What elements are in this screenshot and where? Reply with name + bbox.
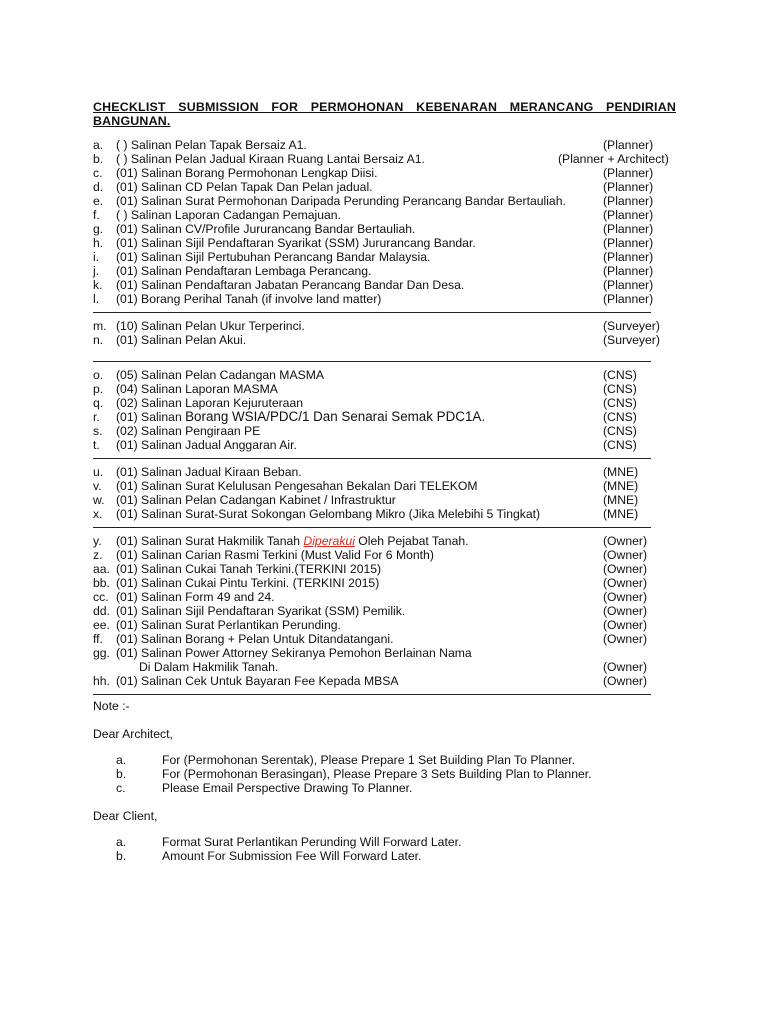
item-label: g. [93,222,104,236]
item-text: (01) Salinan Sijil Pendaftaran Syarikat (SSM) Jururancang Bandar. [116,236,476,250]
item-role: (CNS) [603,424,637,438]
item-label: s. [93,424,103,438]
item-text: (01) Salinan Surat-Surat Sokongan Gelombang Mikro (Jika Melebihi 5 Tingkat) [116,507,541,521]
item-role: (Owner) [603,674,648,688]
item-label: cc. [93,590,109,604]
item-text: (01) Borang Perihal Tanah (if involve land matter) [116,292,382,306]
mne-group [93,465,676,521]
item-role: (MNE) [603,507,639,521]
item-text: (01) Salinan Surat Kelulusan Pengesahan Bekalan Dari TELEKOM [116,479,478,493]
checklist-document [93,100,676,863]
item-label-empty [93,660,116,674]
highlighted-word: Diperakui [303,534,355,548]
item-role: (Owner) [603,590,648,604]
owner-group [93,534,676,688]
item-label: q. [93,396,104,410]
note-item-text: Please Email Perspective Drawing To Planner. [162,781,413,795]
item-text: (10) Salinan Pelan Ukur Terperinci. [116,319,305,333]
item-role: (Owner) [603,604,648,618]
item-label: w. [93,493,105,507]
item-label: i. [93,250,100,264]
note-item-text: Amount For Submission Fee Will Forward Later. [162,849,422,863]
note-item-text: For (Permohonan Serentak), Please Prepare 1 Set Building Plan To Planner. [162,753,576,767]
item-label: y. [93,534,102,548]
checklist-row [93,236,676,250]
item-role: (MNE) [603,465,639,479]
item-text: (01) Salinan Carian Rasmi Terkini (Must Valid For 6 Month) [116,548,434,562]
note-item-label: b. [116,849,127,863]
checklist-row [93,396,676,410]
note-heading: Note :- [93,699,130,713]
checklist-row [93,632,676,646]
item-role: (Planner) [603,222,654,236]
item-role: (MNE) [603,493,639,507]
checklist-row [93,138,676,152]
item-label: f. [93,208,100,222]
item-label: m. [93,319,107,333]
note-item-text: Format Surat Perlantikan Perunding Will Forward Later. [162,835,462,849]
note-item-label: a. [116,835,127,849]
item-text: (01) Salinan Form 49 and 24. [116,590,275,604]
item-text: (01) Salinan Jadual Anggaran Air. [116,438,297,452]
item-text-suffix: Oleh Pejabat Tanah. [354,534,469,548]
checklist-row [93,424,676,438]
item-role: (Owner) [603,576,648,590]
item-text: (01) Salinan Pendaftaran Lembaga Perancang. [116,264,372,278]
item-text: (01) Salinan Surat Perlantikan Perunding. [116,618,341,632]
checklist-row [93,438,676,452]
item-role: (CNS) [603,368,637,382]
item-text: (05) Salinan Pelan Cadangan MASMA [116,368,324,382]
note-item-label: a. [116,753,127,767]
item-label: k. [93,278,103,292]
item-label: c. [93,166,103,180]
checklist-row [93,194,676,208]
item-role: (CNS) [603,396,637,410]
checklist-row [93,292,676,306]
item-label: r. [93,410,100,424]
item-role: (Planner) [603,138,654,152]
item-label: ee. [93,618,110,632]
checklist-row [93,646,676,660]
planner-group [93,138,676,306]
item-role: (Owner) [603,632,648,646]
checklist-row [93,576,676,590]
item-label: z. [93,548,103,562]
item-text: (02) Salinan Pengiraan PE [116,424,261,438]
checklist-row [93,548,676,562]
item-role: (Owner) [603,618,648,632]
item-label: e. [93,194,104,208]
note-item-label: b. [116,767,127,781]
checklist-row [93,250,676,264]
item-text: (01) Salinan Sijil Pertubuhan Perancang Bandar Malaysia. [116,250,431,264]
item-label: p. [93,382,104,396]
checklist-row [93,674,676,688]
item-role: (Surveyer) [603,319,660,333]
item-label: ff. [93,632,103,646]
item-label: aa. [93,562,110,576]
item-text: (01) Salinan Pelan Akui. [116,333,247,347]
checklist-row [93,410,676,424]
note-item [93,753,676,767]
note-item [93,849,676,863]
item-role: (CNS) [603,438,637,452]
item-text: (01) Salinan CD Pelan Tapak Dan Pelan jadual. [116,180,373,194]
item-role: (Planner) [603,292,654,306]
item-role: (Planner) [603,236,654,250]
client-greeting: Dear Client, [93,809,158,823]
item-role: (Surveyer) [603,333,660,347]
item-text [116,410,603,424]
item-label: x. [93,507,103,521]
item-label: dd. [93,604,110,618]
item-text: (01) Salinan Borang + Pelan Untuk Ditandatangani. [116,632,394,646]
item-role: (Owner) [603,562,648,576]
cns-group [93,368,676,452]
item-label: u. [93,465,104,479]
divider [93,694,651,695]
item-label: gg. [93,646,110,660]
surveyor-group [93,319,676,347]
checklist-row [93,208,676,222]
item-text: (01) Salinan Jadual Kiraan Beban. [116,465,302,479]
note-item [93,781,676,795]
item-text: (01) Salinan Sijil Pendaftaran Syarikat (SSM) Pemilik. [116,604,406,618]
checklist-row-continuation [93,660,676,674]
document-title: CHECKLIST SUBMISSION FOR PERMOHONAN KEBENARAN MERANCANG PENDIRIAN BANGUNAN. [93,100,676,128]
item-label: h. [93,236,104,250]
item-role: (Planner) [603,264,654,278]
item-text: Di Dalam Hakmilik Tanah. [139,660,279,674]
item-text: ( ) Salinan Laporan Cadangan Pemajuan. [116,208,341,222]
item-role: (Planner) [603,180,654,194]
item-label: o. [93,368,104,382]
item-label: t. [93,438,100,452]
item-label: d. [93,180,104,194]
architect-notes [93,753,676,795]
item-label: hh. [93,674,110,688]
item-label: bb. [93,576,110,590]
checklist-row [93,333,676,347]
item-label: b. [93,152,104,166]
checklist-row [93,618,676,632]
item-text: (04) Salinan Laporan MASMA [116,382,278,396]
item-text: (01) Salinan Pelan Cadangan Kabinet / Infrastruktur [116,493,396,507]
item-text [116,534,603,548]
checklist-row [93,180,676,194]
client-notes [93,835,676,863]
checklist-row [93,278,676,292]
item-role: (CNS) [603,410,637,424]
checklist-row [93,465,676,479]
note-item-text: For (Permohonan Berasingan), Please Prepare 3 Sets Building Plan to Planner. [162,767,592,781]
item-role: (CNS) [603,382,637,396]
note-item-label: c. [116,781,126,795]
item-text: (01) Salinan Cukai Pintu Terkini. (TERKINI 2015) [116,576,380,590]
note-item [93,835,676,849]
checklist-row [93,368,676,382]
checklist-row [93,562,676,576]
checklist-row [93,152,676,166]
item-role: (Planner + Architect) [558,152,669,166]
checklist-row [93,590,676,604]
item-text: (01) Salinan Cukai Tanah Terkini.(TERKINI 2015) [116,562,382,576]
item-text-prefix: (01) Salinan Surat Hakmilik Tanah [116,534,304,548]
checklist-row [93,264,676,278]
item-role: (Planner) [603,208,654,222]
item-text-prefix: (01) Salinan [116,410,186,424]
item-role: (Planner) [603,194,654,208]
checklist-row [93,493,676,507]
item-text: ( ) Salinan Pelan Tapak Bersaiz A1. [116,138,307,152]
item-role: (Planner) [603,278,654,292]
item-role: (Owner) [603,660,648,674]
item-text: (01) Salinan Surat Permohonan Daripada Perunding Perancang Bandar Bertauliah. [116,194,566,208]
item-role: (MNE) [603,479,639,493]
checklist-row [93,382,676,396]
checklist-row [93,319,676,333]
item-label: v. [93,479,102,493]
checklist-row [93,166,676,180]
item-label: j. [93,264,100,278]
item-role: (Planner) [603,166,654,180]
item-text: (01) Salinan Power Attorney Sekiranya Pemohon Berlainan Nama [116,646,472,660]
item-role: (Owner) [603,548,648,562]
note-item [93,767,676,781]
item-text: (01) Salinan CV/Profile Jururancang Bandar Bertauliah. [116,222,416,236]
item-text: ( ) Salinan Pelan Jadual Kiraan Ruang Lantai Bersaiz A1. [116,152,425,166]
item-role: (Planner) [603,250,654,264]
item-label: a. [93,138,104,152]
item-role: (Owner) [603,534,648,548]
item-role-empty [603,646,676,660]
checklist-row [93,534,676,548]
checklist-row [93,604,676,618]
checklist-row [93,222,676,236]
checklist-row [93,507,676,521]
item-text-large: Borang WSIA/PDC/1 Dan Senarai Semak PDC1A. [185,410,486,424]
checklist-row [93,479,676,493]
item-text: (01) Salinan Pendaftaran Jabatan Perancang Bandar Dan Desa. [116,278,465,292]
architect-greeting: Dear Architect, [93,727,173,741]
item-text: (01) Salinan Cek Untuk Bayaran Fee Kepada MBSA [116,674,399,688]
item-label: l. [93,292,100,306]
item-label: n. [93,333,104,347]
item-text: (02) Salinan Laporan Kejuruteraan [116,396,304,410]
item-text: (01) Salinan Borang Permohonan Lengkap Diisi. [116,166,378,180]
